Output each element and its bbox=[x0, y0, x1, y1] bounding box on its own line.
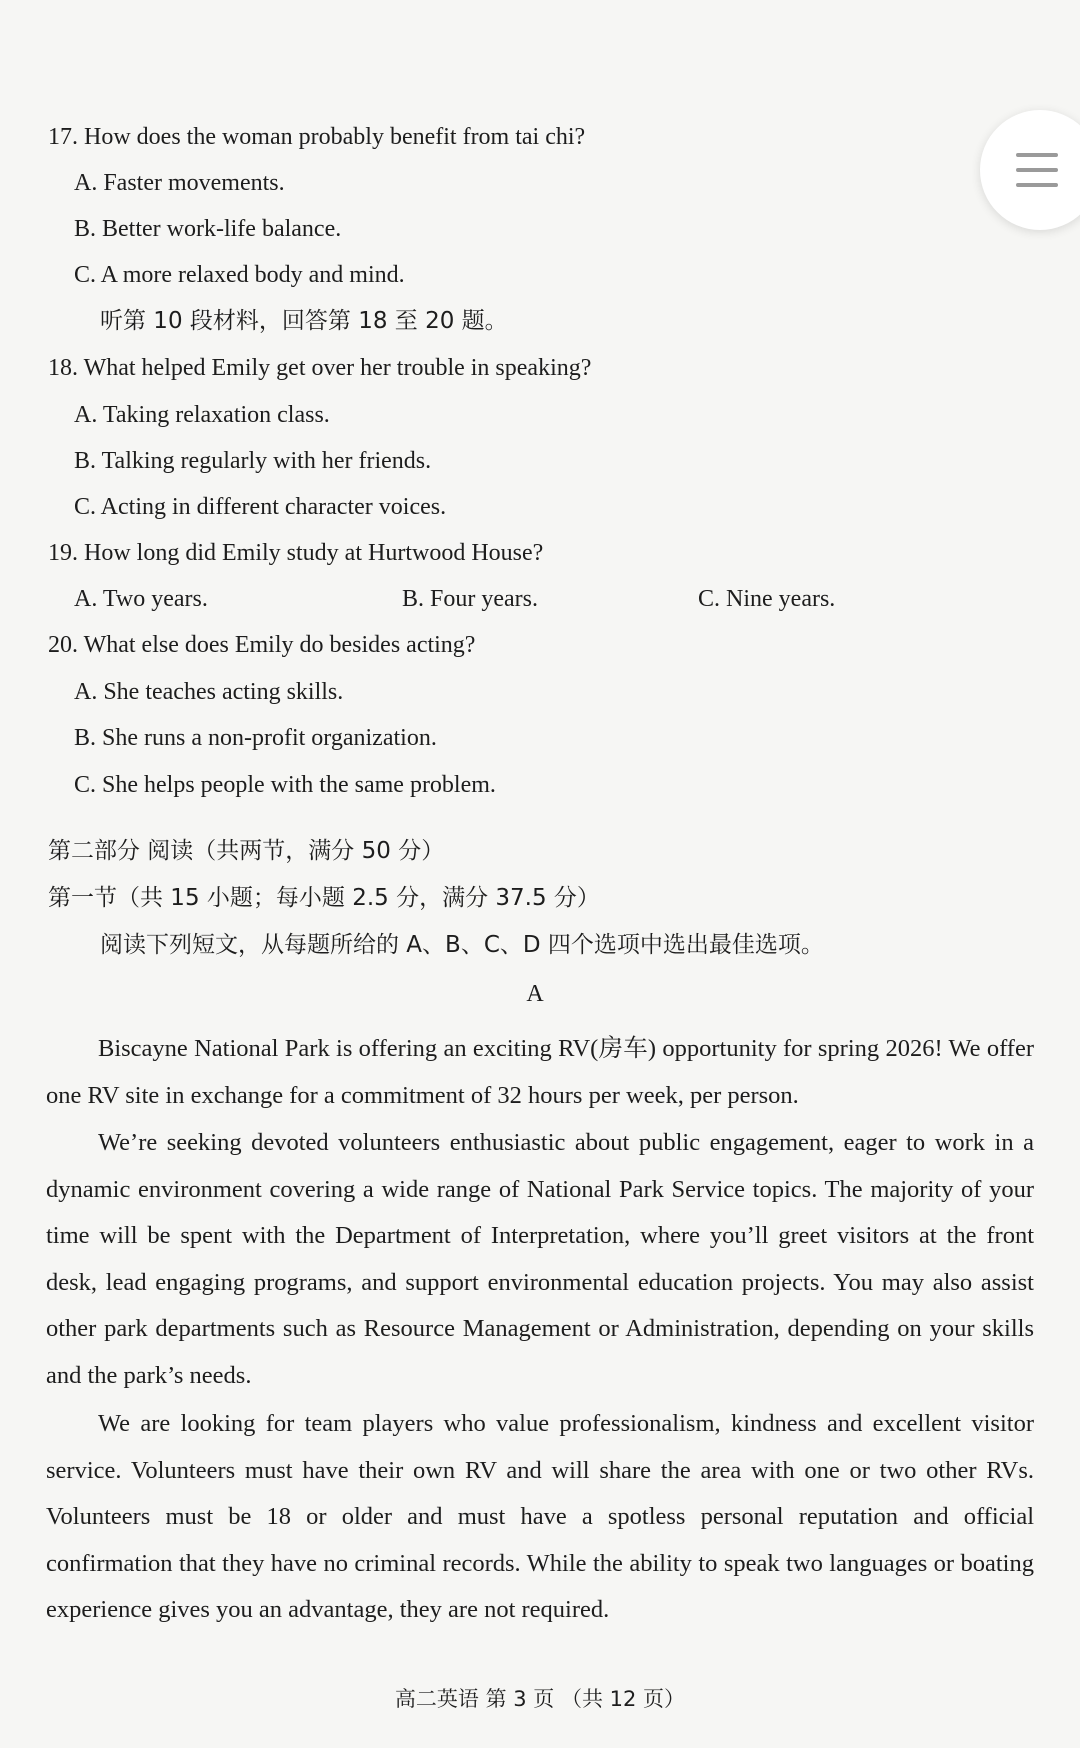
q20-option-a: A. She teaches acting skills. bbox=[74, 679, 344, 705]
question-20: 20. What else does Emily do besides acting? bbox=[48, 632, 476, 658]
q20-option-b: B. She runs a non-profit organization. bbox=[74, 725, 437, 751]
q19-option-b: B. Four years. bbox=[402, 586, 538, 612]
passage-paragraph-1: Biscayne National Park is offering an exciting RV(房车) opportunity for spring 2026! We offer one RV site in exchange for a commitment of 32 hours per week, per person. bbox=[46, 1035, 1034, 1109]
q18-option-c: C. Acting in different character voices. bbox=[74, 494, 447, 520]
menu-button[interactable] bbox=[980, 110, 1080, 230]
section-heading: 第一节（共 15 小题；每小题 2.5 分，满分 37.5 分） bbox=[48, 885, 600, 911]
passage-paragraph-3: We are looking for team players who value professionalism, kindness and excellent visitor service. Volunteers must have their own RV and will share the area with one or two other RVs. Volunteers must be 18 or older and must have a spotless personal reputation and official confirmation that they have no criminal records. While the ability to speak two languages or boating experience gives you an advantage, they are not required. bbox=[46, 1410, 1034, 1623]
q19-option-c: C. Nine years. bbox=[698, 586, 836, 612]
listening-instruction: 听第 10 段材料，回答第 18 至 20 题。 bbox=[100, 308, 508, 334]
passage-paragraph-2: We’re seeking devoted volunteers enthusiastic about public engagement, eager to work in a dynamic environment covering a wide range of National Park Service topics. The majority of your time will be spent with the Department of Interpretation, where you’ll greet visitors at the front desk, lead engaging programs, and support environmental education projects. You may also assist other park departments such as Resource Management or Administration, depending on your skills and the park’s needs. bbox=[46, 1129, 1034, 1389]
passage-label: A bbox=[526, 981, 544, 1007]
q18-option-a: A. Taking relaxation class. bbox=[74, 402, 330, 428]
part-heading: 第二部分 阅读（共两节，满分 50 分） bbox=[48, 838, 445, 864]
reading-instruction: 阅读下列短文，从每题所给的 A、B、C、D 四个选项中选出最佳选项。 bbox=[100, 932, 824, 958]
q20-option-c: C. She helps people with the same problem. bbox=[74, 772, 496, 798]
q17-option-a: A. Faster movements. bbox=[74, 170, 285, 196]
q19-option-a: A. Two years. bbox=[74, 586, 208, 612]
question-18: 18. What helped Emily get over her trouble in speaking? bbox=[48, 355, 592, 381]
q18-option-b: B. Talking regularly with her friends. bbox=[74, 448, 432, 474]
q17-option-b: B. Better work-life balance. bbox=[74, 216, 342, 242]
question-17: 17. How does the woman probably benefit from tai chi? bbox=[48, 124, 586, 150]
hamburger-menu-icon bbox=[1016, 152, 1058, 188]
question-19: 19. How long did Emily study at Hurtwood House? bbox=[48, 540, 544, 566]
page-footer: 高二英语 第 3 页 （共 12 页） bbox=[394, 1687, 686, 1711]
q17-option-c: C. A more relaxed body and mind. bbox=[74, 262, 405, 288]
